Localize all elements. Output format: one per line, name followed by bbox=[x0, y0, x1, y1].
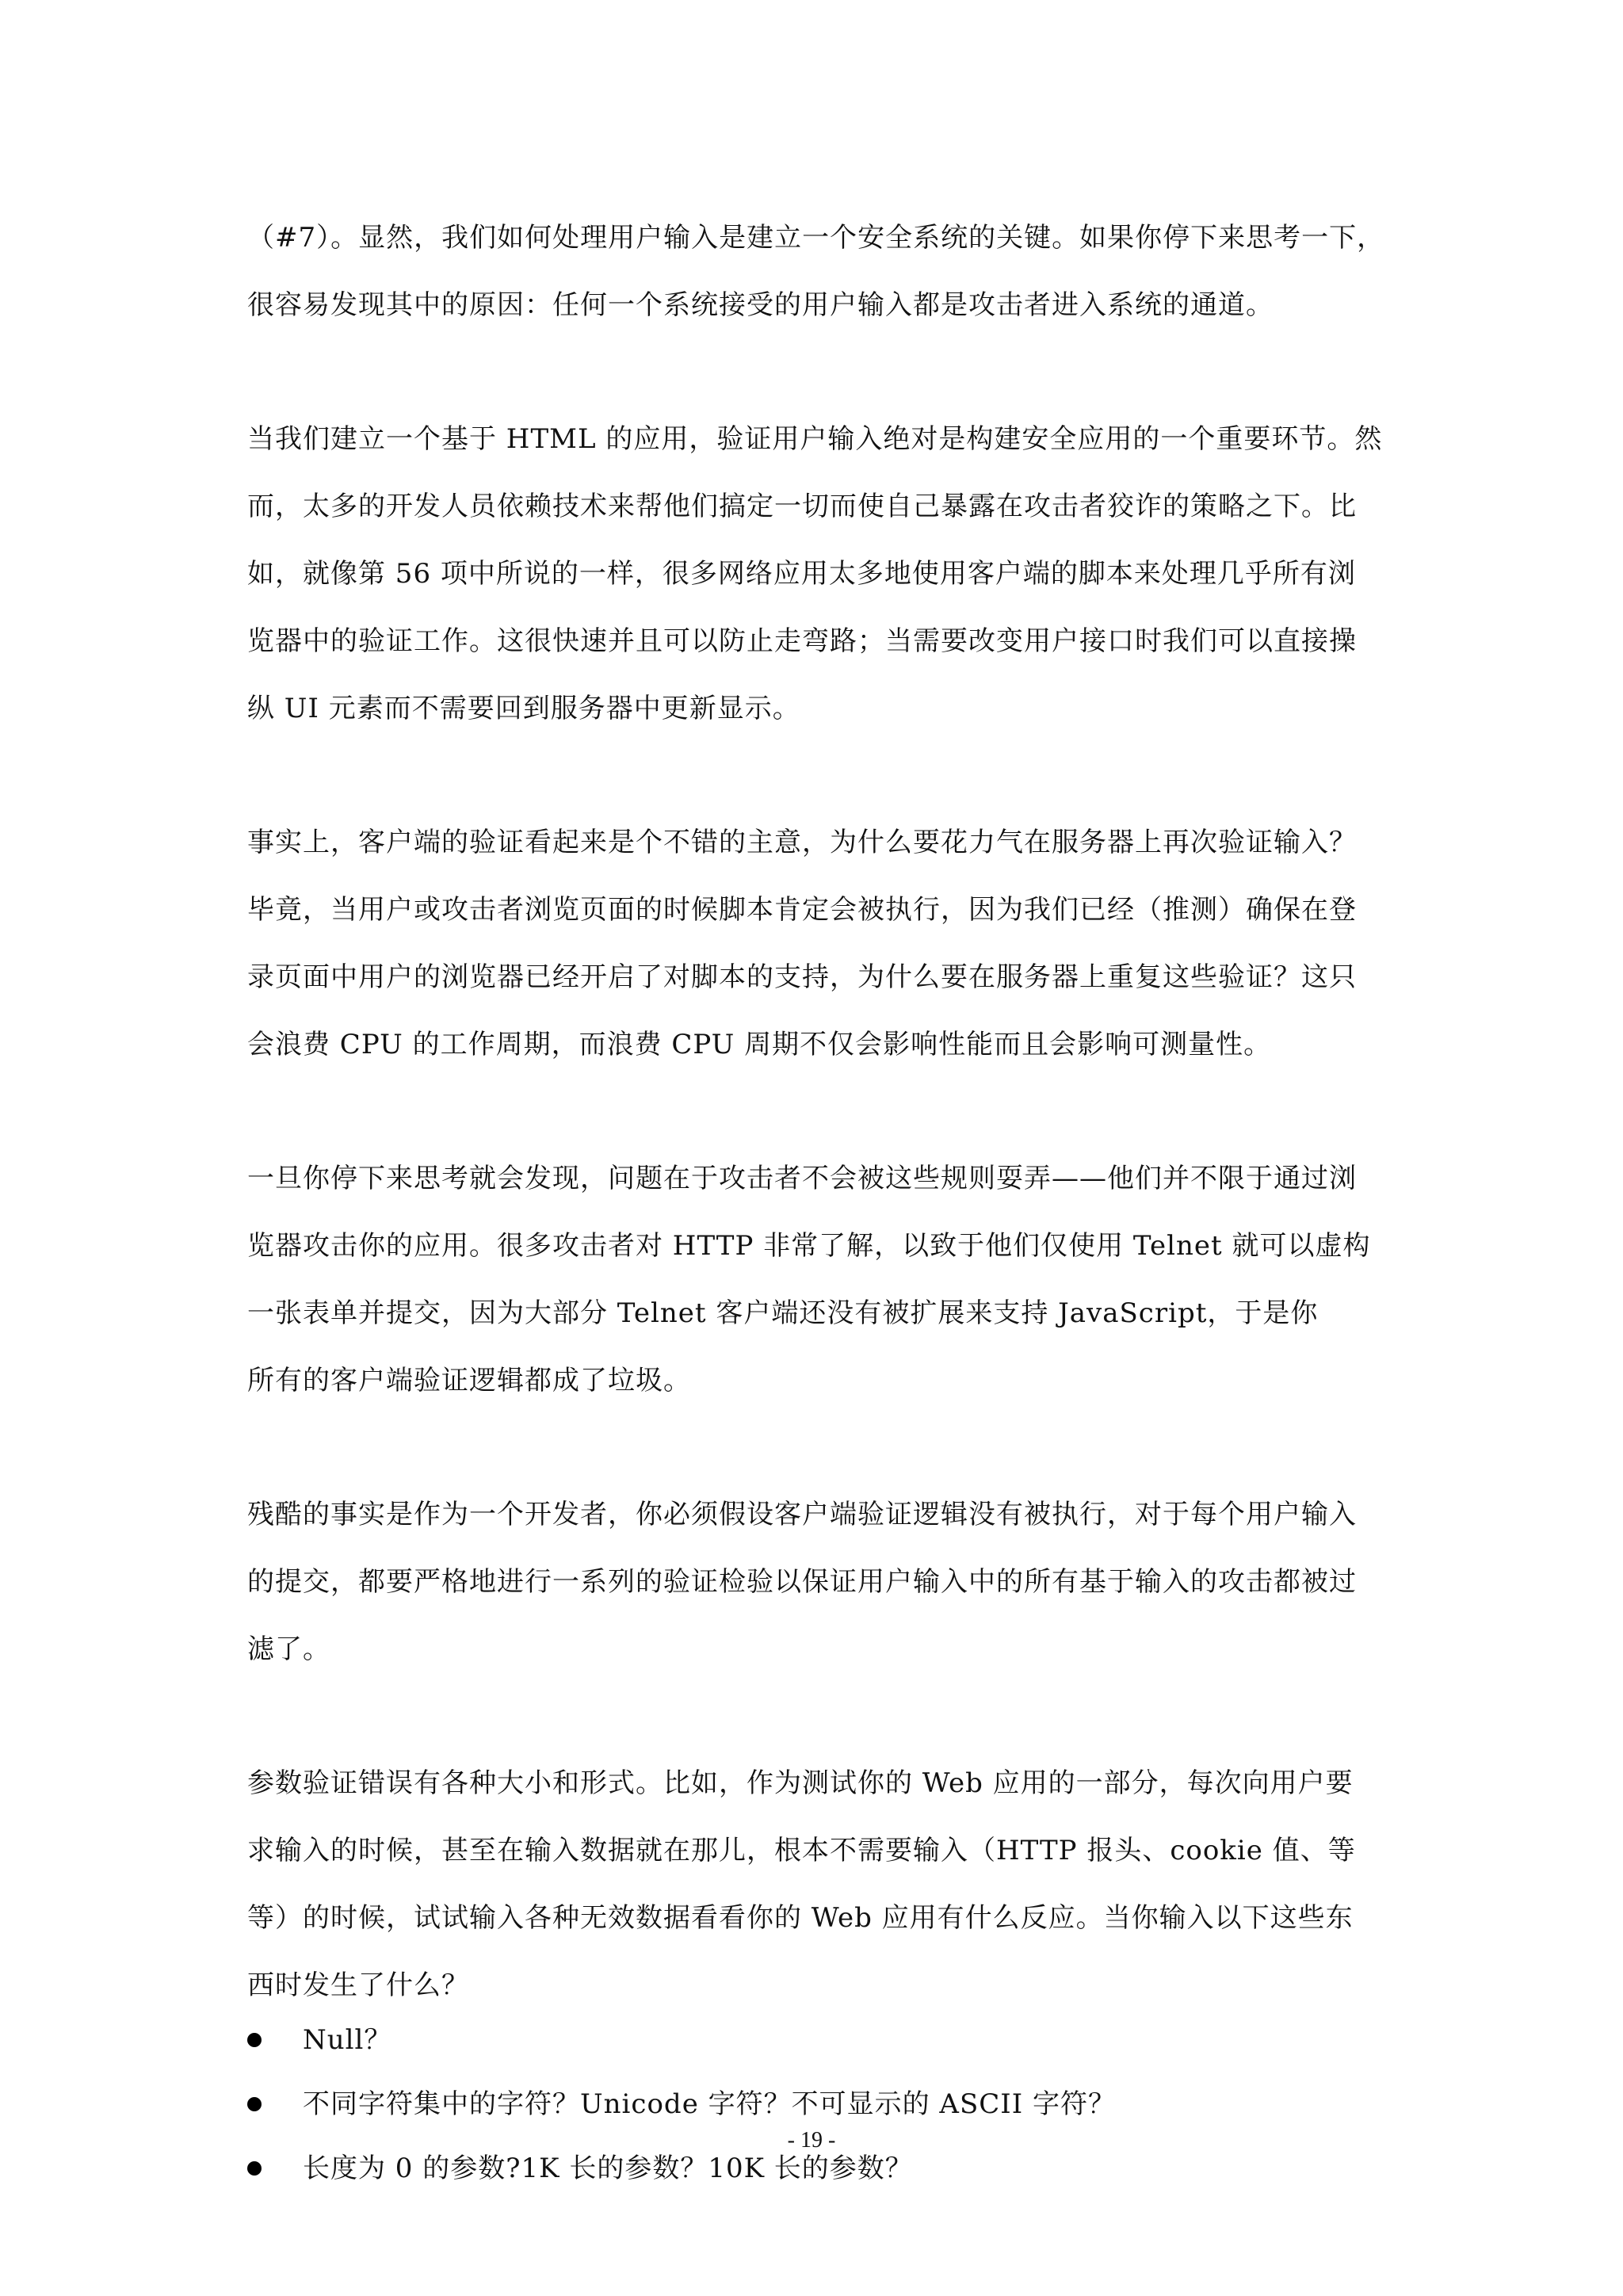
paragraph-4 bbox=[247, 1145, 1392, 1415]
text-line: 的提交，都要严格地进行一系列的验证检验以保证用户输入中的所有基于输入的攻击都被过 bbox=[247, 1566, 1357, 1598]
text-line: 会浪费 CPU 的工作周期，而浪费 CPU 周期不仅会影响性能而且会影响可测量性。 bbox=[247, 1029, 1272, 1060]
text-line: 很容易发现其中的原因：任何一个系统接受的用户输入都是攻击者进入系统的通道。 bbox=[247, 289, 1274, 321]
body-text bbox=[247, 204, 1392, 2201]
text-line: 求输入的时候，甚至在输入数据就在那儿，根本不需要输入（HTTP 报头、cookie 值、等 bbox=[247, 1835, 1356, 1866]
text-line: 纵 UI 元素而不需要回到服务器中更新显示。 bbox=[247, 693, 800, 724]
list-item-text: Null？ bbox=[303, 2024, 392, 2056]
paragraph-1 bbox=[247, 204, 1392, 339]
text-line: （#7）。显然，我们如何处理用户输入是建立一个安全系统的关键。如果你停下来思考一下， bbox=[247, 222, 1385, 254]
bullet-dot-icon bbox=[247, 2097, 262, 2111]
text-line: 一张表单并提交，因为大部分 Telnet 客户端还没有被扩展来支持 JavaScript，于是你 bbox=[247, 1297, 1319, 1329]
bullet-dot-icon bbox=[247, 2161, 262, 2176]
text-line: 览器中的验证工作。这很快速并且可以防止走弯路；当需要改变用户接口时我们可以直接操 bbox=[247, 625, 1357, 657]
text-line: 而，太多的开发人员依赖技术来帮他们搞定一切而使自己暴露在攻击者狡诈的策略之下。比 bbox=[247, 491, 1357, 522]
page-number: - 19 - bbox=[787, 2128, 836, 2153]
text-line: 一旦你停下来思考就会发现，问题在于攻击者不会被这些规则耍弄——他们并不限于通过浏 bbox=[247, 1163, 1357, 1194]
bullet-list bbox=[247, 2008, 1392, 2201]
text-line: 参数验证错误有各种大小和形式。比如，作为测试你的 Web 应用的一部分，每次向用户要 bbox=[247, 1767, 1354, 1799]
text-line: 录页面中用户的浏览器已经开启了对脚本的支持，为什么要在服务器上重复这些验证？这只 bbox=[247, 961, 1357, 993]
text-line: 览器攻击你的应用。很多攻击者对 HTTP 非常了解，以致于他们仅使用 Telnet 就可以虚构 bbox=[247, 1230, 1371, 1262]
text-line: 所有的客户端验证逻辑都成了垃圾。 bbox=[247, 1365, 691, 1396]
list-item bbox=[247, 2008, 1392, 2073]
text-line: 毕竟，当用户或攻击者浏览页面的时候脚本肯定会被执行，因为我们已经（推测）确保在登 bbox=[247, 894, 1357, 926]
text-line: 西时发生了什么？ bbox=[247, 1969, 469, 2001]
list-item-text: 不同字符集中的字符？Unicode 字符？不可显示的 ASCII 字符？ bbox=[303, 2088, 1116, 2120]
text-line: 滤了。 bbox=[247, 1633, 330, 1665]
bullet-dot-icon bbox=[247, 2033, 262, 2047]
paragraph-6 bbox=[247, 1750, 1392, 2019]
text-line: 如，就像第 56 项中所说的一样，很多网络应用太多地使用客户端的脚本来处理几乎所有浏 bbox=[247, 558, 1356, 590]
paragraph-2 bbox=[247, 406, 1392, 743]
text-line: 事实上，客户端的验证看起来是个不错的主意，为什么要花力气在服务器上再次验证输入？ bbox=[247, 827, 1357, 858]
paragraph-3 bbox=[247, 809, 1392, 1079]
list-item bbox=[247, 2073, 1392, 2137]
text-line: 残酷的事实是作为一个开发者，你必须假设客户端验证逻辑没有被执行，对于每个用户输入 bbox=[247, 1499, 1357, 1530]
list-item-text: 长度为 0 的参数?1K 长的参数？10K 长的参数？ bbox=[303, 2153, 913, 2184]
text-line: 当我们建立一个基于 HTML 的应用，验证用户输入绝对是构建安全应用的一个重要环节。然 bbox=[247, 423, 1383, 455]
paragraph-5 bbox=[247, 1481, 1392, 1683]
text-line: 等）的时候，试试输入各种无效数据看看你的 Web 应用有什么反应。当你输入以下这些东 bbox=[247, 1902, 1354, 1934]
